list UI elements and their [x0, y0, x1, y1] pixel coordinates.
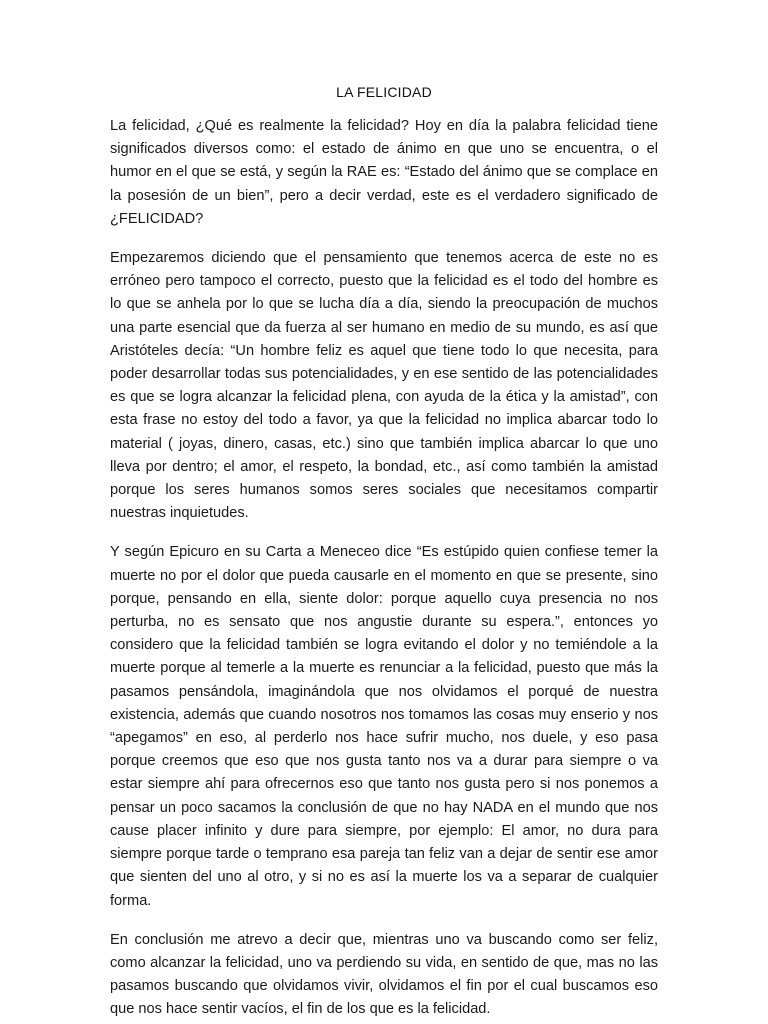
paragraph-aristoteles: Empezaremos diciendo que el pensamiento que tenemos acerca de este no es erróneo pero tampoco el correcto, puesto que la felicidad es el todo del hombre es lo que se anhela por lo que se lucha día a día, siendo la preocupación de muchos una parte esencial que da fuerza al ser humano en medio de su mundo, es así que Aristóteles decía: “Un hombre feliz es aquel que tiene todo lo que necesita, para poder desarrollar todas sus potencialidades, y en ese sentido de las potencialidades es que se logra alcanzar la felicidad plena, con ayuda de la ética y la amistad”, con esta frase no estoy del todo a favor, ya que la felicidad no implica abarcar todo lo material ( joyas, dinero, casas, etc.) sino que también implica abarcar lo que uno lleva por dentro; el amor, el respeto, la bondad, etc., así como también la amistad porque los seres humanos somos seres sociales que necesitamos compartir nuestras inquietudes. [110, 250, 658, 522]
document-title: LA FELICIDAD [336, 84, 432, 100]
paragraph-conclusion: En conclusión me atrevo a decir que, mientras uno va buscando como ser feliz, como alcanzar la felicidad, uno va perdiendo su vida, en sentido de que, mas no las pasamos buscando que olvidamos vivir, olvidamos el fin por el cual buscamos eso que nos hace sentir vacíos, el fin de los que es la felicidad. [110, 931, 658, 1018]
paragraph-epicuro: Y según Epicuro en su Carta a Meneceo dice “Es estúpido quien confiese temer la muerte no por el dolor que pueda causarle en el momento en que se presente, sino porque, pensando en ella, siente dolor: porque aquello cuya presencia no nos perturba, no es sensato que nos angustie durante su espera.”, entonces yo considero que la felicidad también se logra evitando el dolor y no temiéndole a la muerte porque al temerle a la muerte es renunciar a la felicidad, puesto que más la pasamos pensándola, imaginándola que nos olvidamos el porqué de nuestra existencia, además que cuando nosotros nos tomamos las cosas muy enserio y nos “apegamos” en eso, al perderlo nos hace sufrir mucho, nos duele, y eso pasa porque creemos que eso que nos gusta tanto nos va a durar para siempre o va estar siempre ahí para ofrecernos eso que tanto nos gusta pero si nos ponemos a pensar un poco sacamos la conclusión de que no hay NADA en el mundo que nos cause placer infinito y dure para siempre, por ejemplo: El amor, no dura para siempre porque tarde o temprano esa pareja tan feliz van a dejar de sentir ese amor que sienten del uno al otro, y si no es así la muerte los va a separar de cualquier forma. [110, 544, 658, 909]
paragraph-intro: La felicidad, ¿Qué es realmente la felicidad? Hoy en día la palabra felicidad tiene significados diversos como: el estado de ánimo en que uno se encuentra, o el humor en el que se está, y según la RAE es: “Estado del ánimo que se complace en la posesión de un bien”, pero a decir verdad, este es el verdadero significado de ¿FELICIDAD? [110, 118, 658, 227]
document-body [110, 115, 658, 1022]
